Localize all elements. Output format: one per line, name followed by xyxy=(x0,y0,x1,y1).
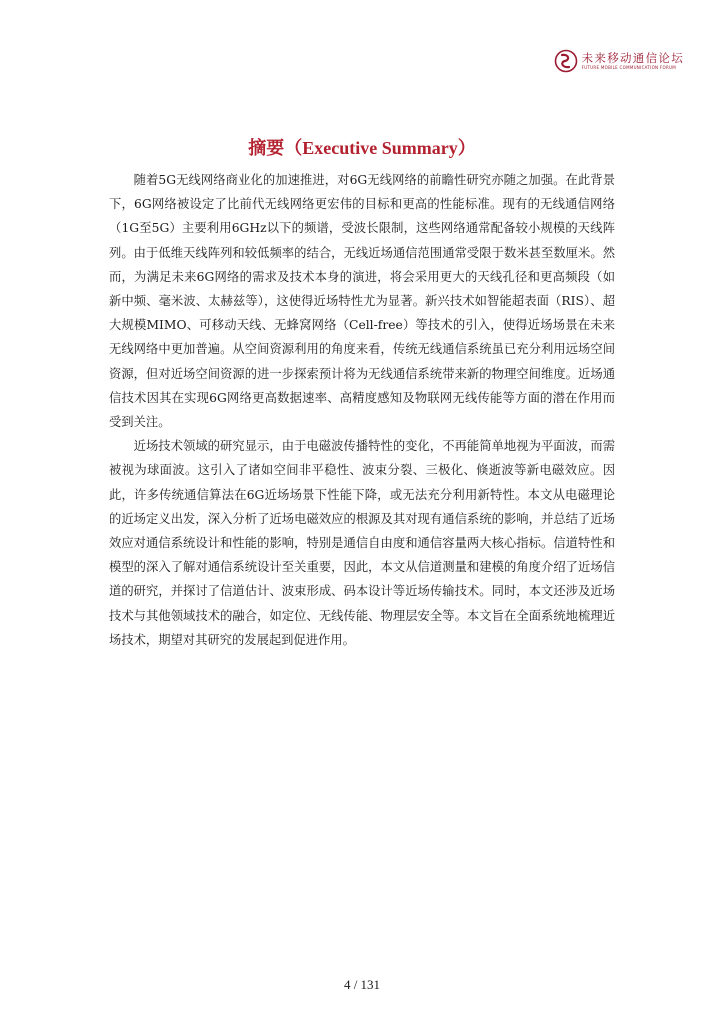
summary-paragraph-2: 近场技术领域的研究显示，由于电磁波传播特性的变化，不再能简单地视为平面波，而需被视为球面波。这引入了诸如空间非平稳性、波束分裂、三极化、倏逝波等新电磁效应。因此，许多传统通信算法在6G近场场景下性能下降，或无法充分利用新特性。本文从电磁理论的近场定义出发，深入分析了近场电磁效应的根源及其对现有通信系统的影响，并总结了近场效应对通信系统设计和性能的影响，特别是通信自由度和通信容量两大核心指标。信道特性和模型的深入了解对通信系统设计至关重要，因此，本文从信道测量和建模的角度介绍了近场信道的研究，并探讨了信道估计、波束形成、码本设计等近场传输技术。同时，本文还涉及近场技术与其他领域技术的融合，如定位、无线传能、物理层安全等。本文旨在全面系统地梳理近场技术，期望对其研究的发展起到促进作用。 xyxy=(109,439,615,647)
page-title: 摘要（Executive Summary） xyxy=(248,138,476,158)
summary-body xyxy=(109,168,615,652)
logo-text xyxy=(582,52,684,71)
logo-text-cn: 未来移动通信论坛 xyxy=(581,50,684,65)
forum-swirl-logo-icon xyxy=(554,49,578,73)
summary-paragraph-1: 随着5G无线网络商业化的加速推进，对6G无线网络的前瞻性研究亦随之加强。在此背景下，6G网络被设定了比前代无线网络更宏伟的目标和更高的性能标准。现有的无线通信网络（1G至5G）主要利用6GHz以下的频谱，受波长限制，这些网络通常配备较小规模的天线阵列。由于低维天线阵列和较低频率的结合，无线近场通信范围通常受限于数米甚至数厘米。然而，为满足未来6G网络的需求及技术本身的演进，将会采用更大的天线孔径和更高频段（如新中频、毫米波、太赫兹等），这使得近场特性尤为显著。新兴技术如智能超表面（RIS）、超大规模MIMO、可移动天线、无蜂窝网络（Cell-free）等技术的引入，使得近场场景在未来无线网络中更加普遍。从空间资源利用的角度来看，传统无线通信系统虽已充分利用远场空间资源，但对近场空间资源的进一步探索预计将为无线通信系统带来新的物理空间维度。近场通信技术因其在实现6G网络更高数据速率、高精度感知及物联网无线传能等方面的潜在作用而受到关注。 xyxy=(109,173,615,430)
logo-text-en: FUTURE MOBILE COMMUNICATION FORUM xyxy=(581,64,677,70)
header-logo xyxy=(554,49,684,73)
page-number: 4 / 131 xyxy=(343,977,381,992)
